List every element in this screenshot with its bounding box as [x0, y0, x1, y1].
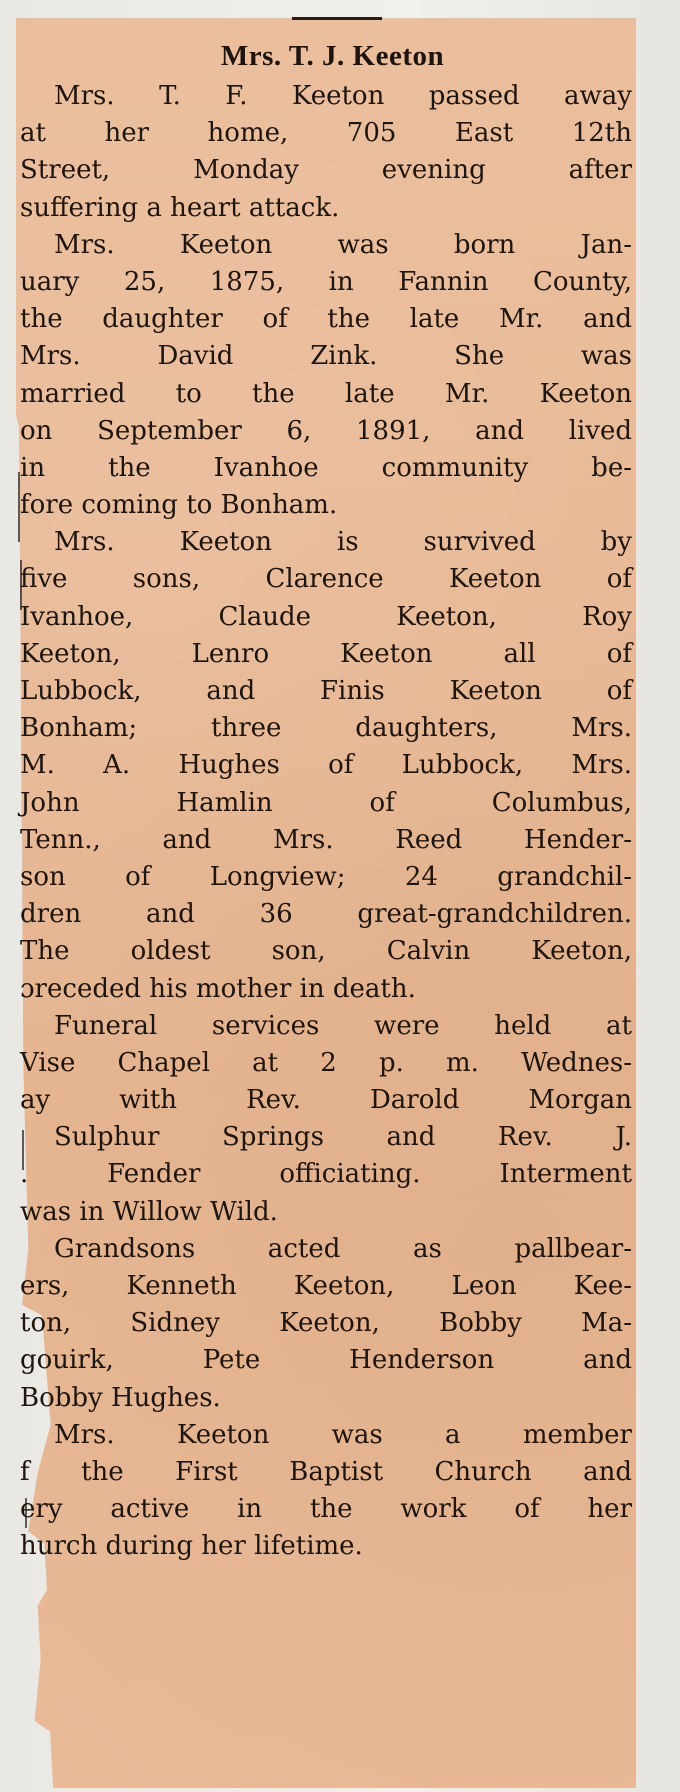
article-line: ers, Kenneth Keeton, Leon Kee-: [20, 1271, 632, 1301]
article-line: Mrs. Keeton was born Jan-: [54, 229, 632, 260]
article-line: M. A. Hughes of Lubbock, Mrs.: [20, 750, 632, 781]
article-line: Mrs. Keeton was a member: [54, 1419, 632, 1450]
article-line: suffering a heart attack.: [20, 192, 340, 223]
article-line: in the Ivanhoe community be-: [20, 452, 632, 483]
article-line: ay with Rev. Darold Morgan: [20, 1085, 632, 1116]
column-rule: [292, 17, 382, 20]
article-line: married to the late Mr. Keeton: [20, 378, 632, 409]
article-line: dren and 36 great-grandchildren.: [20, 899, 632, 930]
article-line: uary 25, 1875, in Fannin County,: [20, 266, 632, 297]
article-line: Vise Chapel at 2 p. m. Wednes-: [20, 1047, 632, 1078]
article-body: [20, 78, 632, 1566]
article-line: fore coming to Bonham.: [20, 490, 338, 521]
article-line: was in Willow Wild.: [20, 1196, 278, 1227]
article-line: the daughter of the late Mr. and: [20, 304, 632, 335]
article-line: ton, Sidney Keeton, Bobby Ma-: [20, 1308, 632, 1339]
article-line: The oldest son, Calvin Keeton,: [20, 936, 632, 967]
article-line: hurch during her lifetime.: [20, 1531, 363, 1562]
article-line: Funeral services were held at: [54, 1010, 632, 1041]
article-line: Bobby Hughes.: [20, 1382, 221, 1413]
article-line: Grandsons acted as pallbear-: [54, 1233, 632, 1264]
article-line: John Hamlin of Columbus,: [20, 787, 632, 818]
article-line: Tenn., and Mrs. Reed Hender-: [20, 824, 632, 855]
article-line: Mrs. T. F. Keeton passed away: [54, 81, 632, 111]
article-line: Keeton, Lenro Keeton all of: [20, 638, 632, 669]
article-line: Mrs. Keeton is survived by: [54, 527, 632, 558]
article-line: Ivanhoe, Claude Keeton, Roy: [20, 601, 632, 632]
article-line: Sulphur Springs and Rev. J.: [54, 1122, 632, 1153]
article-line: ɔreceded his mother in death.: [20, 973, 416, 1004]
obituary-article: [20, 30, 625, 77]
headline: Mrs. T. J. Keeton: [220, 40, 445, 72]
article-line: Lubbock, and Finis Keeton of: [20, 676, 632, 706]
article-line: Street, Monday evening after: [20, 155, 632, 186]
article-line: Bonham; three daughters, Mrs.: [20, 713, 632, 744]
article-line: f the First Baptist Church and: [20, 1456, 632, 1487]
article-line: on September 6, 1891, and lived: [20, 415, 632, 446]
article-line: five sons, Clarence Keeton of: [20, 564, 632, 595]
article-line: son of Longview; 24 grandchil-: [20, 861, 632, 892]
article-line: gouirk, Pete Henderson and: [20, 1345, 632, 1376]
article-line: ery active in the work of her: [20, 1494, 632, 1525]
article-line: Mrs. David Zink. She was: [20, 341, 632, 372]
article-line: at her home, 705 East 12th: [20, 118, 632, 149]
article-line: . Fender officiating. Interment: [20, 1159, 632, 1190]
